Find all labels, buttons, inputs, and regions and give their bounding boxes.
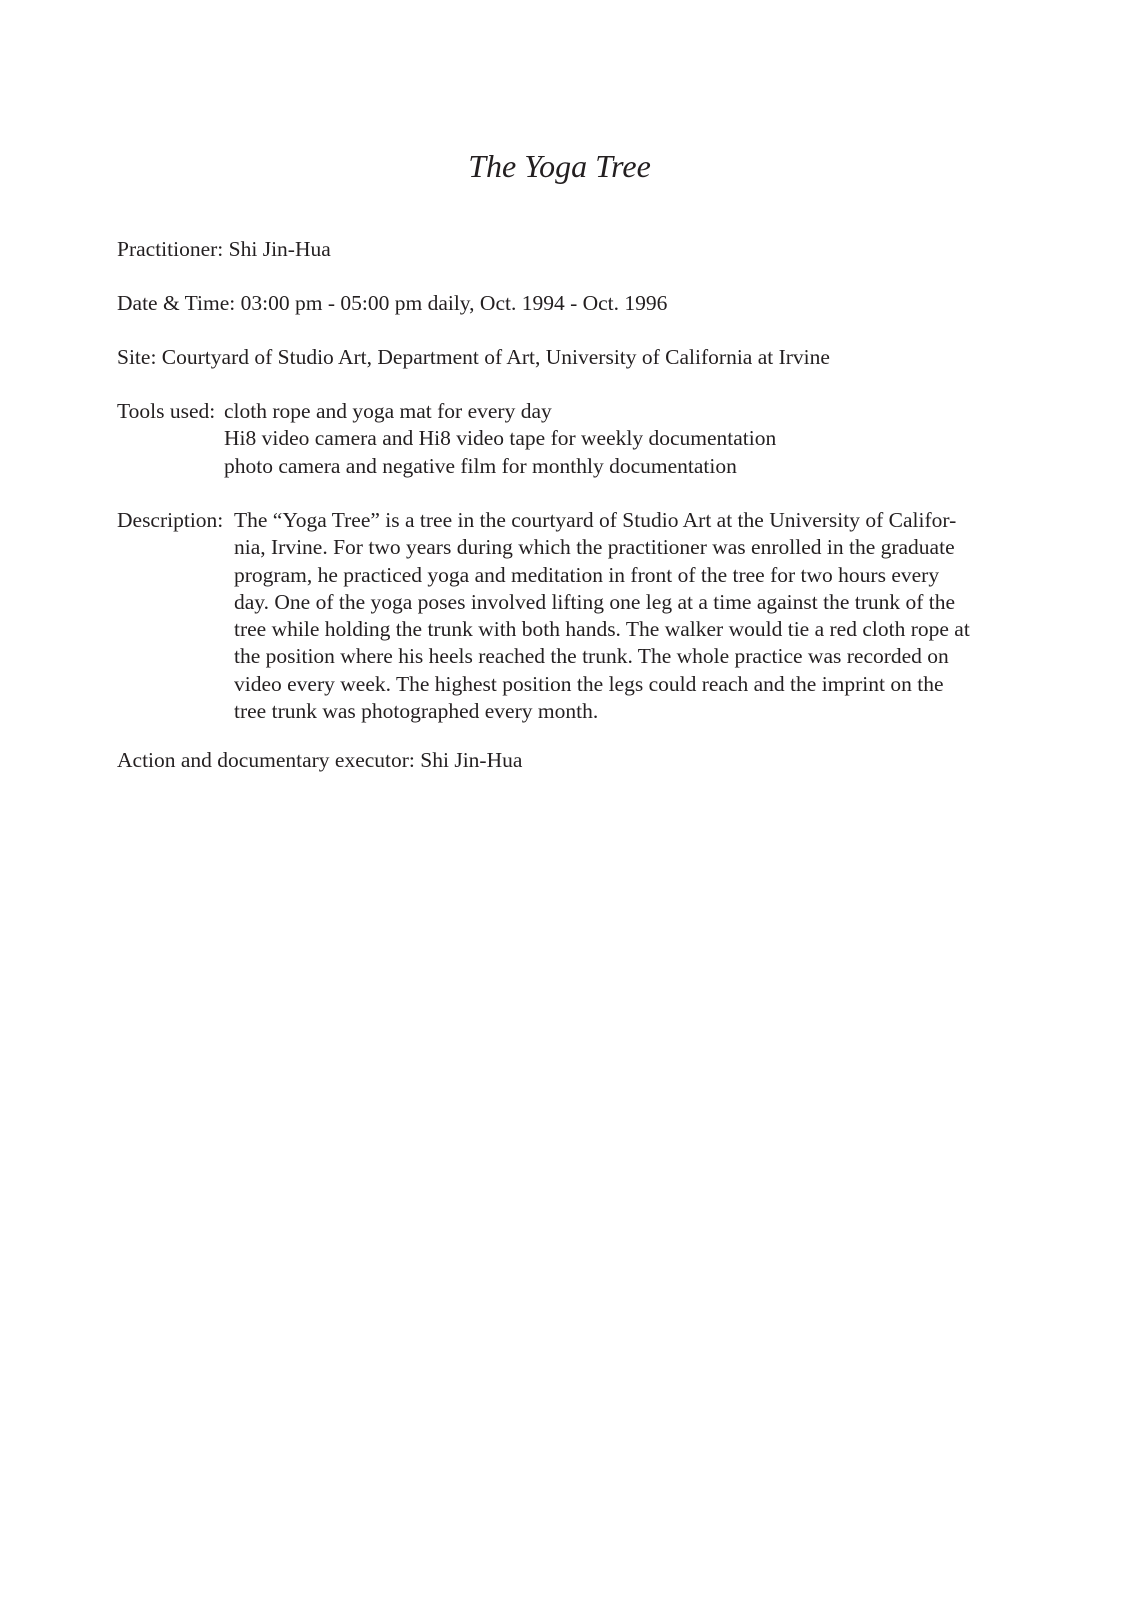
description-line: tree while holding the trunk with both hands. The walker would tie a red cloth rope at — [234, 617, 970, 642]
executor-label: Action and documentary executor: — [117, 748, 415, 772]
date-time-field — [117, 290, 667, 317]
tools-line: cloth rope and yoga mat for every day — [224, 399, 552, 423]
description-line: program, he practiced yoga and meditation in front of the tree for two hours every — [234, 562, 940, 587]
executor-field — [117, 747, 522, 774]
tools-list — [224, 398, 776, 480]
tools-field — [117, 398, 776, 480]
site-value: Courtyard of Studio Art, Department of Art, University of California at Irvine — [161, 345, 830, 369]
tools-line: photo camera and negative film for monthly documentation — [224, 453, 737, 478]
date-time-value: 03:00 pm - 05:00 pm daily, Oct. 1994 - Oct. 1996 — [240, 291, 668, 315]
description-line: the position where his heels reached the trunk. The whole practice was recorded on — [234, 644, 949, 669]
description-line: The “Yoga Tree” is a tree in the courtyard of Studio Art at the University of Califor- — [234, 508, 957, 532]
page-title — [0, 146, 1131, 186]
description-label: Description: — [117, 508, 224, 532]
executor-value: Shi Jin-Hua — [420, 748, 523, 772]
description-line: nia, Irvine. For two years during which the practitioner was enrolled in the graduate — [234, 535, 955, 560]
tools-label: Tools used: — [117, 399, 216, 423]
description-field — [117, 507, 970, 725]
description-line: video every week. The highest position the legs could reach and the imprint on the — [234, 671, 944, 696]
description-line: tree trunk was photographed every month. — [234, 699, 599, 724]
description-line: day. One of the yoga poses involved lifting one leg at a time against the trunk of the — [234, 589, 956, 614]
site-field — [117, 344, 830, 371]
date-time-label: Date & Time: — [117, 291, 236, 315]
site-label: Site: — [117, 345, 157, 369]
page-title-text: The Yoga Tree — [468, 148, 651, 184]
description-text — [234, 507, 970, 725]
practitioner-value: Shi Jin-Hua — [228, 237, 331, 261]
practitioner-label: Practitioner: — [117, 237, 224, 261]
practitioner-field — [117, 236, 331, 263]
tools-line: Hi8 video camera and Hi8 video tape for weekly documentation — [224, 426, 777, 451]
